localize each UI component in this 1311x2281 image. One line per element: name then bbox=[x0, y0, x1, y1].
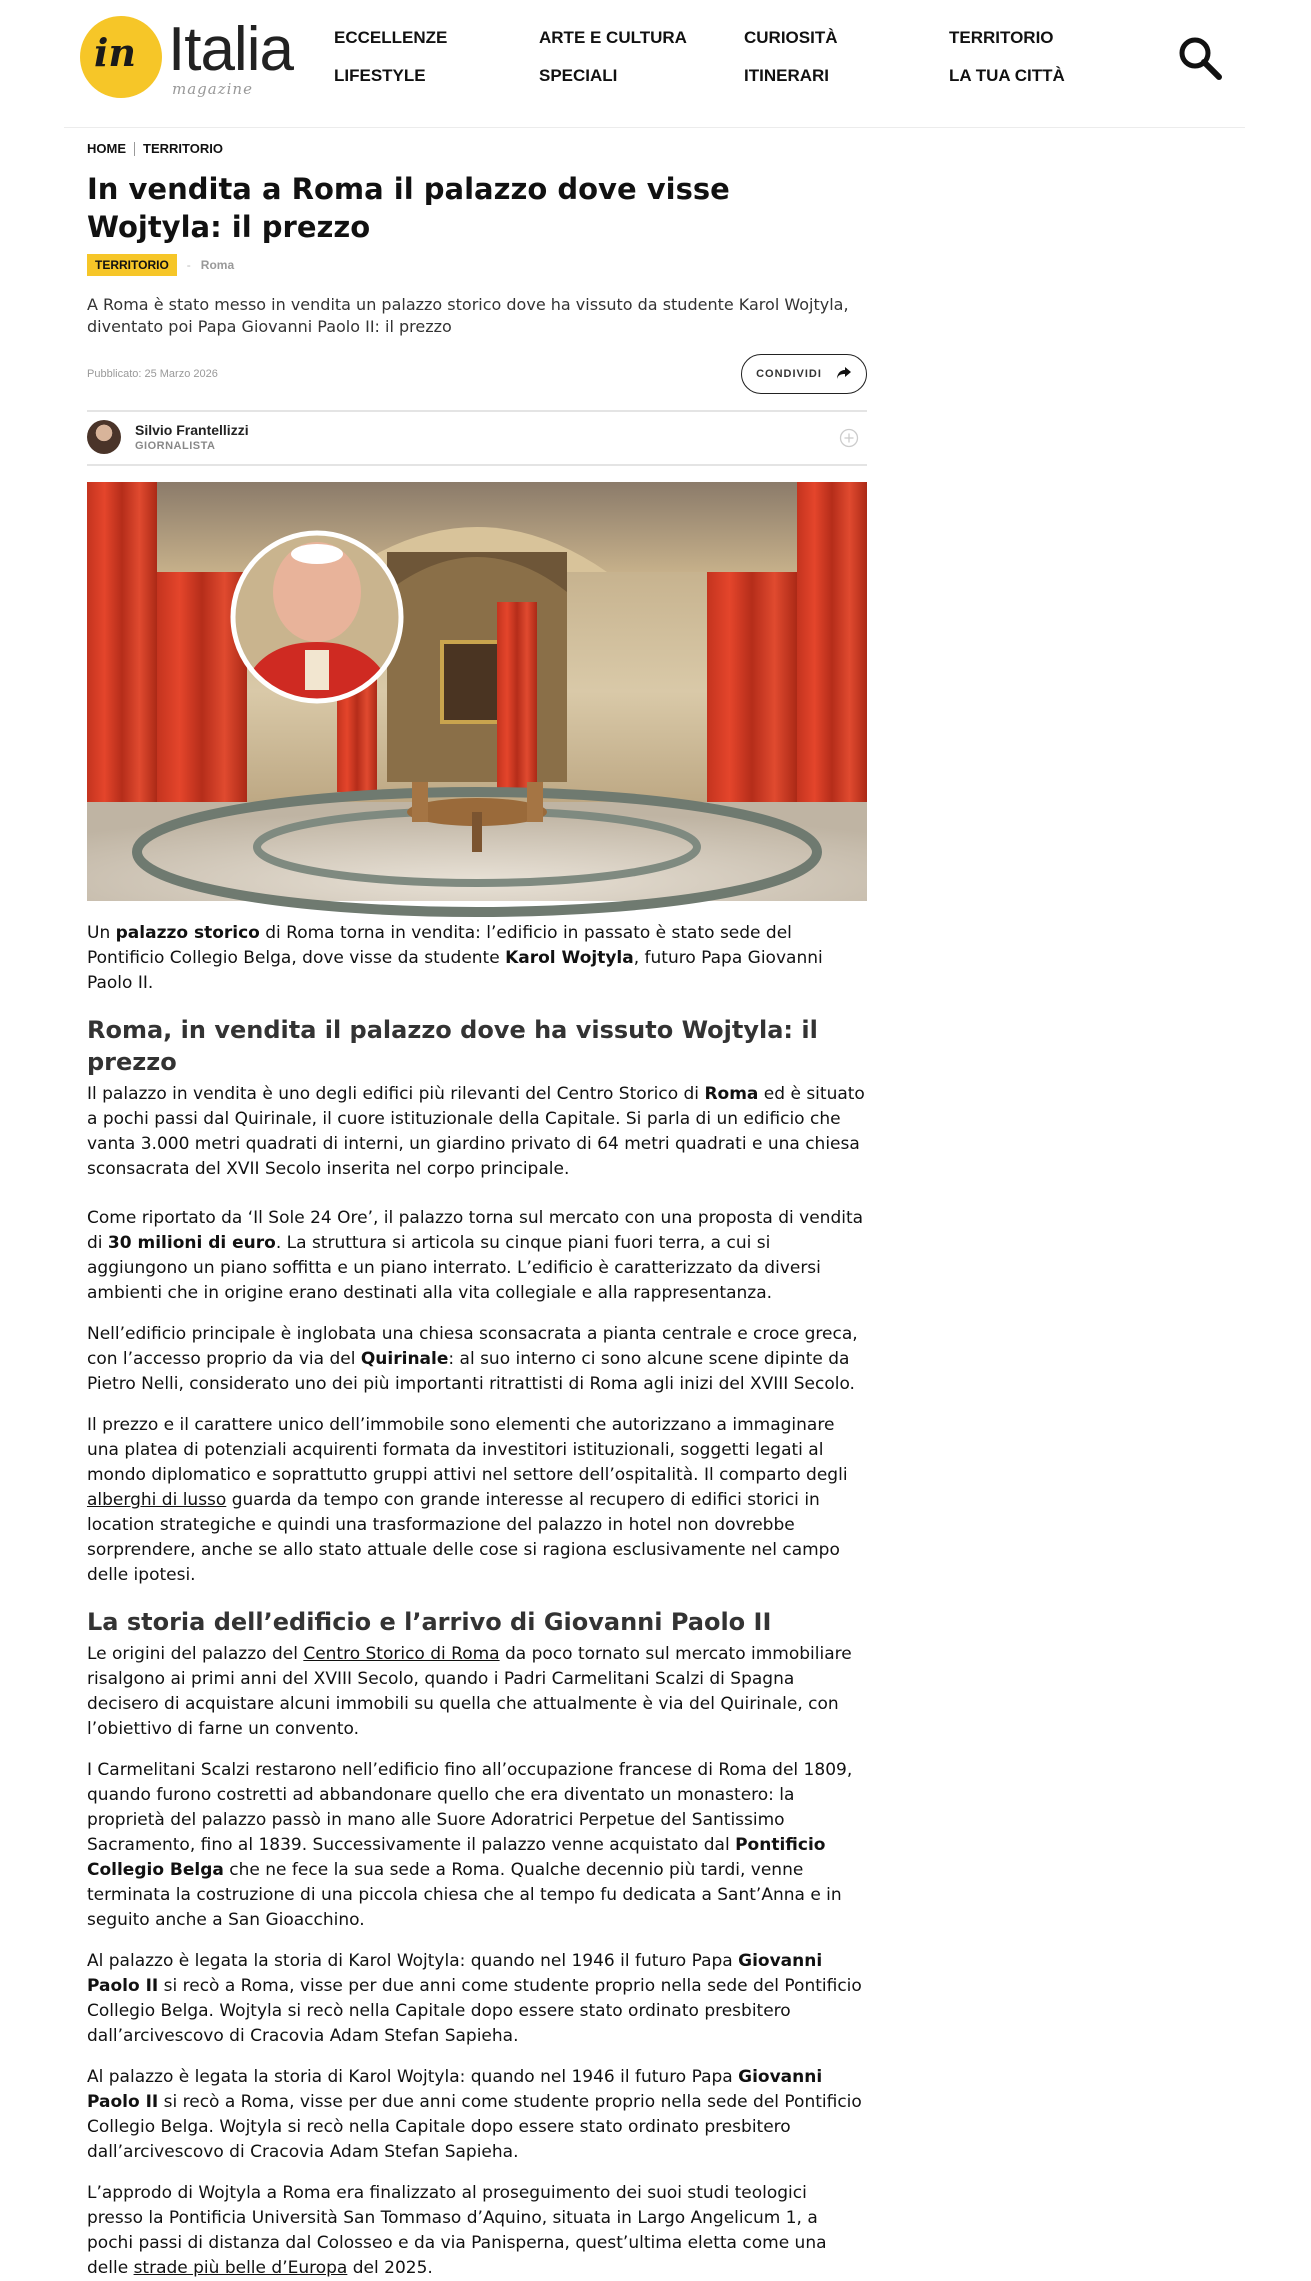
paragraph: Nell’edificio principale è inglobata una chiesa sconsacrata a pianta centrale e croce greca, con l’accesso proprio da via del Quirinale: al suo interno ci sono alcune scene dipinte da Pietro Nelli, considerato uno dei più importanti ritrattisti di Roma agli inizi del XVIII Secolo. bbox=[87, 1324, 858, 1394]
publish-date: Pubblicato: 25 Marzo 2026 bbox=[87, 368, 218, 380]
breadcrumb bbox=[87, 141, 867, 156]
nav-item-arte-e-cultura[interactable]: ARTE E CULTURA bbox=[539, 28, 687, 47]
logo-italia: Italia bbox=[168, 15, 293, 84]
logo-tagline: magazine bbox=[172, 80, 253, 98]
paragraph: L’approdo di Wojtyla a Roma era finalizzato al proseguimento dei suoi studi teologici presso la Pontificia Università San Tommaso d’Aquino, situata in Largo Angelicum 1, a pochi passi di distanza dal Colosseo e da via Panisperna, quest’ultima eletta come una delle strade più belle d’Europa del 2025. bbox=[87, 2183, 827, 2278]
section-heading: La storia dell’edificio e l’arrivo di Giovanni Paolo II bbox=[87, 1608, 772, 1636]
section-heading: Roma, in vendita il palazzo dove ha vissuto Wojtyla: il prezzo bbox=[87, 1016, 818, 1076]
nav-item-la-tua-citta[interactable]: LA TUA CITTÀ bbox=[949, 66, 1065, 85]
paragraph: Come riportato da ‘Il Sole 24 Ore’, il palazzo torna sul mercato con una proposta di vendita di 30 milioni di euro. La struttura si articola su cinque piani fuori terra, a cui si aggiungono un piano soffitta e un piano interrato. L’edificio è caratterizzato da diversi ambienti che in origine erano destinati alla vita collegiale e alla rappresentanza. bbox=[87, 1208, 864, 1303]
main-nav bbox=[334, 28, 1154, 86]
article-meta bbox=[87, 254, 867, 276]
category-badge[interactable]: TERRITORIO bbox=[87, 254, 177, 276]
link-centro-storico-di-roma[interactable]: Centro Storico di Roma bbox=[303, 1644, 500, 1664]
paragraph: Il prezzo e il carattere unico dell’immobile sono elementi che autorizzano a immaginare una platea di potenziali acquirenti formata da investitori istituzionali, soggetti legati al mondo diplomatico e soprattutto gruppi attivi nel settore dell’ospitalità. Il comparto degli alberghi di lusso guarda da tempo con grande interesse al recupero di edifici storici in location strategiche e quindi una trasformazione del palazzo in hotel non dovrebbe sorprendere, anche se allo stato attuale delle cose si ragiona esclusivamente nel campo delle ipotesi. bbox=[87, 1415, 848, 1585]
nav-item-curiosita[interactable]: CURIOSITÀ bbox=[744, 28, 838, 47]
avatar[interactable] bbox=[87, 420, 121, 454]
link-strade-piu-belle[interactable]: strade più belle d’Europa bbox=[133, 2258, 348, 2278]
link-alberghi-di-lusso[interactable]: alberghi di lusso bbox=[87, 1490, 227, 1510]
paragraph: Un palazzo storico di Roma torna in vendita: l’edificio in passato è stato sede del Pontificio Collegio Belga, dove visse da studente Karol Wojtyla, futuro Papa Giovanni Paolo II. bbox=[87, 923, 823, 993]
nav-item-speciali[interactable]: SPECIALI bbox=[539, 66, 618, 85]
nav-item-lifestyle[interactable]: LIFESTYLE bbox=[334, 66, 426, 85]
paragraph: Il palazzo in vendita è uno degli edifici più rilevanti del Centro Storico di Roma ed è situato a pochi passi dal Quirinale, il cuore istituzionale della Capitale. Si parla di un edificio che vanta 3.000 metri quadrati di interni, un giardino privato di 64 metri quadrati e una chiesa sconsacrata del XVII Secolo inserita nel corpo principale. bbox=[87, 1084, 865, 1179]
nav-item-itinerari[interactable]: ITINERARI bbox=[744, 66, 829, 85]
site-logo[interactable] bbox=[80, 14, 300, 104]
meta-separator: - bbox=[186, 258, 191, 272]
breadcrumb-home[interactable]: HOME bbox=[87, 141, 126, 156]
logo-in: in bbox=[94, 30, 137, 75]
header-divider bbox=[64, 127, 1245, 128]
hero-image bbox=[87, 482, 867, 901]
paragraph: Le origini del palazzo del Centro Storico di Roma da poco tornato sul mercato immobiliare risalgono ai primi anni del XVIII Secolo, quando i Padri Carmelitani Scalzi di Spagna decisero di acquistare alcuni immobili su quella che attualmente è via del Quirinale, con l’obiettivo di farne un convento. bbox=[87, 1644, 852, 1739]
search-icon[interactable] bbox=[1176, 34, 1224, 82]
share-button[interactable] bbox=[741, 354, 867, 394]
article-title: In vendita a Roma il palazzo dove visse Wojtyla: il prezzo bbox=[87, 172, 730, 244]
paragraph: Al palazzo è legata la storia di Karol Wojtyla: quando nel 1946 il futuro Papa Giovanni Paolo II si recò a Roma, visse per due anni come studente proprio nella sede del Pontificio Collegio Belga. Wojtyla si recò nella Capitale dopo essere stato ordinato presbitero dall’arcivescovo di Cracovia Adam Stefan Sapieha. bbox=[87, 1951, 862, 2046]
author-name[interactable]: Silvio Frantellizzi bbox=[135, 422, 249, 438]
share-label: CONDIVIDI bbox=[756, 368, 822, 380]
article bbox=[87, 141, 867, 2281]
paragraph: Al palazzo è legata la storia di Karol Wojtyla: quando nel 1946 il futuro Papa Giovanni Paolo II si recò a Roma, visse per due anni come studente proprio nella sede del Pontificio Collegio Belga. Wojtyla si recò nella Capitale dopo essere stato ordinato presbitero dall’arcivescovo di Cracovia Adam Stefan Sapieha. bbox=[87, 2067, 862, 2162]
article-summary: A Roma è stato messo in vendita un palazzo storico dove ha vissuto da studente Karol Wojtyla, diventato poi Papa Giovanni Paolo II: il prezzo bbox=[87, 295, 849, 336]
breadcrumb-separator bbox=[134, 142, 135, 156]
plus-circle-icon[interactable] bbox=[839, 428, 859, 448]
article-location: Roma bbox=[200, 258, 235, 272]
author-box bbox=[87, 410, 867, 466]
nav-item-eccellenze[interactable]: ECCELLENZE bbox=[334, 28, 448, 47]
article-body bbox=[87, 921, 867, 2281]
site-header bbox=[0, 0, 1311, 128]
nav-item-territorio[interactable]: TERRITORIO bbox=[949, 28, 1054, 47]
publish-row bbox=[87, 354, 867, 396]
share-arrow-icon bbox=[836, 366, 852, 383]
breadcrumb-territorio[interactable]: TERRITORIO bbox=[143, 141, 223, 156]
paragraph: I Carmelitani Scalzi restarono nell’edificio fino all’occupazione francese di Roma del 1809, quando furono costretti ad abbandonare quello che era diventato un monastero: la proprietà del palazzo passò in mano alle Suore Adoratrici Perpetue del Santissimo Sacramento, fino al 1839. Successivamente il palazzo venne acquistato dal Pontificio Collegio Belga che ne fece la sua sede a Roma. Qualche decennio più tardi, venne terminata la costruzione di una piccola chiesa che al tempo fu dedicata a Sant’Anna e in seguito anche a San Gioacchino. bbox=[87, 1760, 853, 1930]
author-role: GIORNALISTA bbox=[135, 440, 216, 452]
